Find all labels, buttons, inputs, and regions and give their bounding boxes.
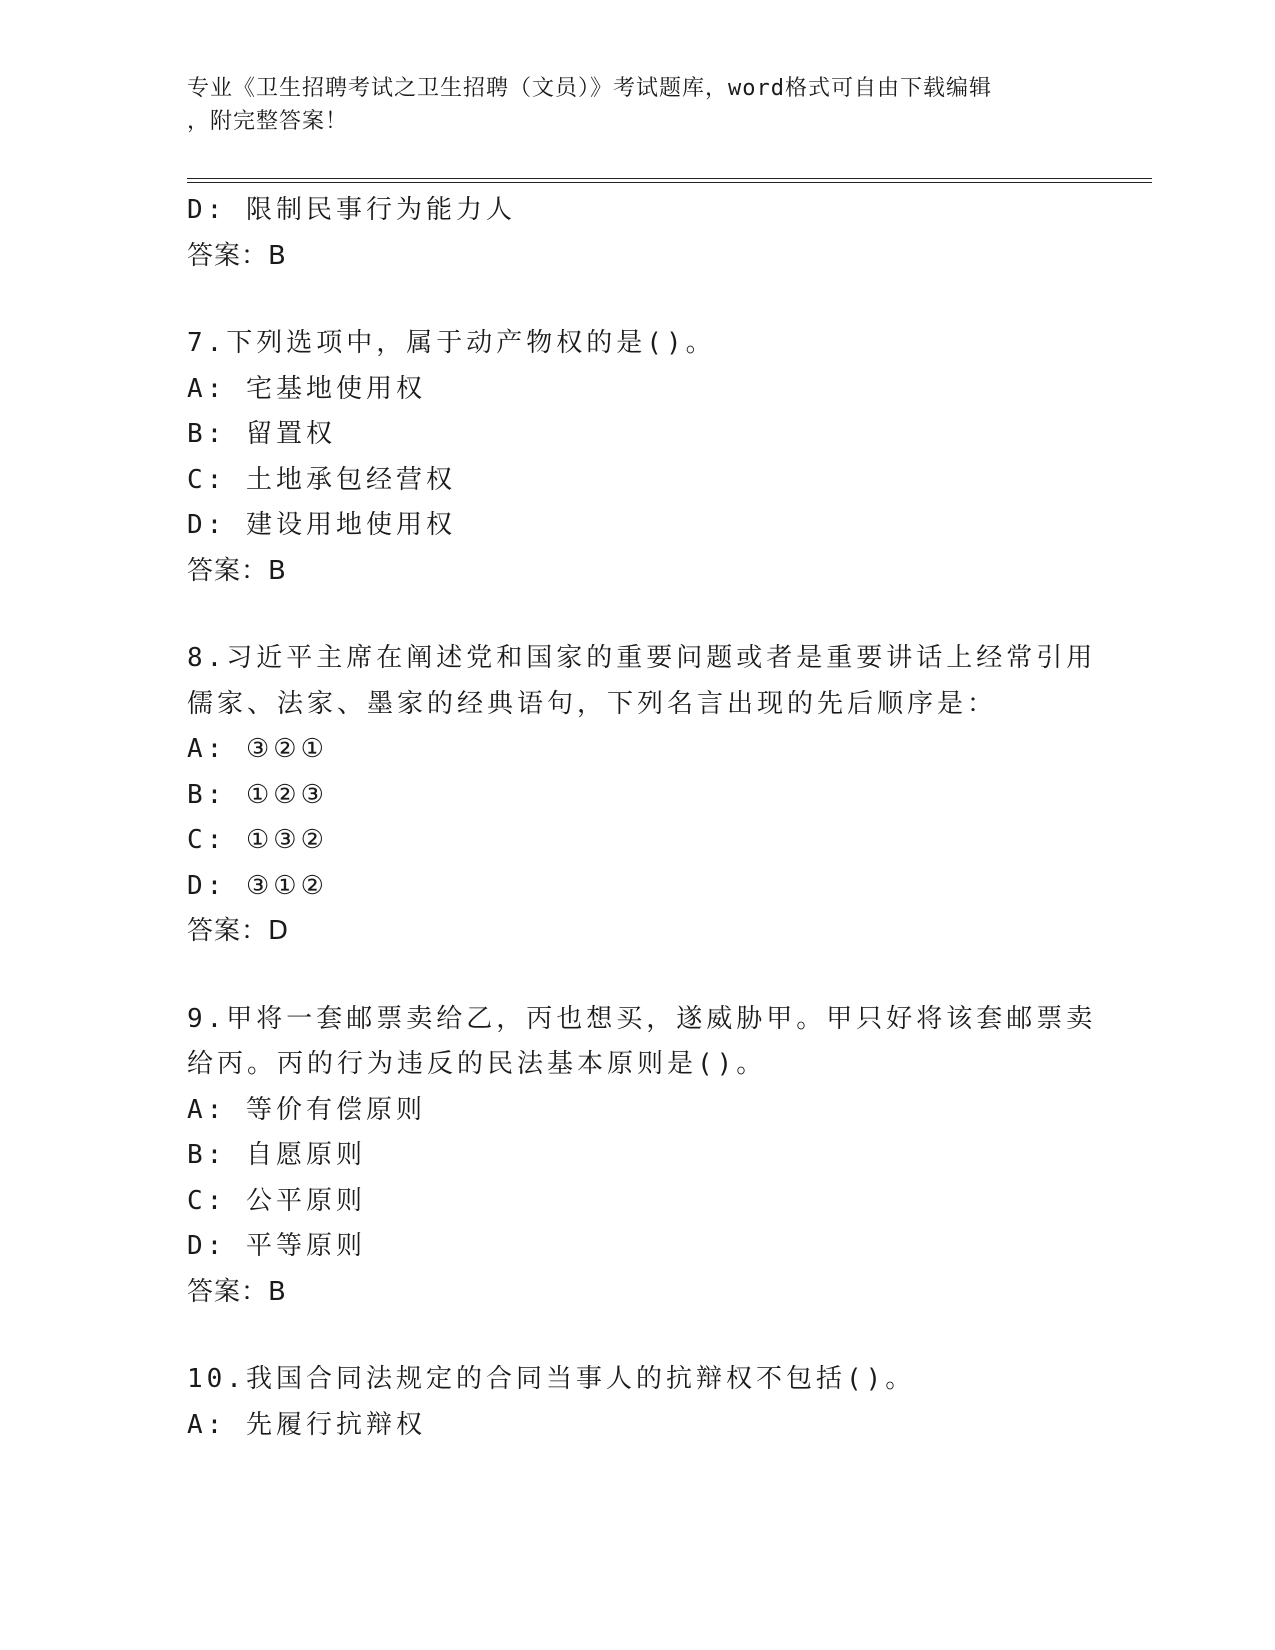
- question-stem-line-1: 9.甲将一套邮票卖给乙，丙也想买，遂威胁甲。甲只好将该套邮票卖: [187, 1003, 1097, 1034]
- option-a: A: 先履行抗辩权: [187, 1409, 426, 1440]
- question-stem: 7.下列选项中，属于动产物权的是()。: [187, 328, 716, 358]
- option-d: D: 建设用地使用权: [187, 510, 456, 540]
- option-c: C: ①③②: [187, 825, 328, 855]
- answer: 答案：B: [187, 240, 287, 271]
- header-divider: [187, 178, 1152, 183]
- answer: 答案：D: [187, 916, 290, 946]
- option-a: A: ③②①: [187, 734, 328, 764]
- option-a: A: 等价有偿原则: [187, 1094, 426, 1125]
- option-a: A: 宅基地使用权: [187, 373, 426, 404]
- option-d: D: 限制民事行为能力人: [187, 195, 516, 225]
- option-d: D: ③①②: [187, 870, 328, 901]
- option-b: B: ①②③: [187, 779, 328, 810]
- header-title-line-2: ，附完整答案！: [187, 109, 349, 134]
- question-7: [187, 321, 1067, 594]
- question-stem-line-2: 儒家、法家、墨家的经典语句，下列名言出现的先后顺序是：: [187, 688, 998, 719]
- question-9: [187, 997, 1097, 1316]
- option-c: C: 公平原则: [187, 1185, 366, 1216]
- spacer: [187, 594, 1067, 636]
- spacer: [187, 1315, 1067, 1357]
- question-stem: 10.我国合同法规定的合同当事人的抗辩权不包括()。: [187, 1364, 916, 1394]
- spacer: [187, 955, 1067, 997]
- answer: 答案：B: [187, 1276, 287, 1307]
- document-header: [187, 72, 1067, 138]
- question-8: [187, 636, 1097, 955]
- question-stem-line-2: 给丙。丙的行为违反的民法基本原则是()。: [187, 1049, 767, 1079]
- option-d: D: 平等原则: [187, 1231, 366, 1261]
- question-10: [187, 1357, 1067, 1448]
- question-stem-line-1: 8.习近平主席在阐述党和国家的重要问题或者是重要讲话上经常引用: [187, 643, 1097, 673]
- question-6-tail: [187, 188, 1067, 279]
- question-list: [187, 188, 1097, 1448]
- spacer: [187, 279, 1067, 321]
- option-b: B: 自愿原则: [187, 1140, 366, 1170]
- answer: 答案：B: [187, 555, 287, 586]
- option-c: C: 土地承包经营权: [187, 464, 456, 495]
- header-title-line-1: 专业《卫生招聘考试之卫生招聘（文员）》考试题库，word格式可自由下载编辑: [187, 76, 992, 101]
- option-b: B: 留置权: [187, 419, 336, 449]
